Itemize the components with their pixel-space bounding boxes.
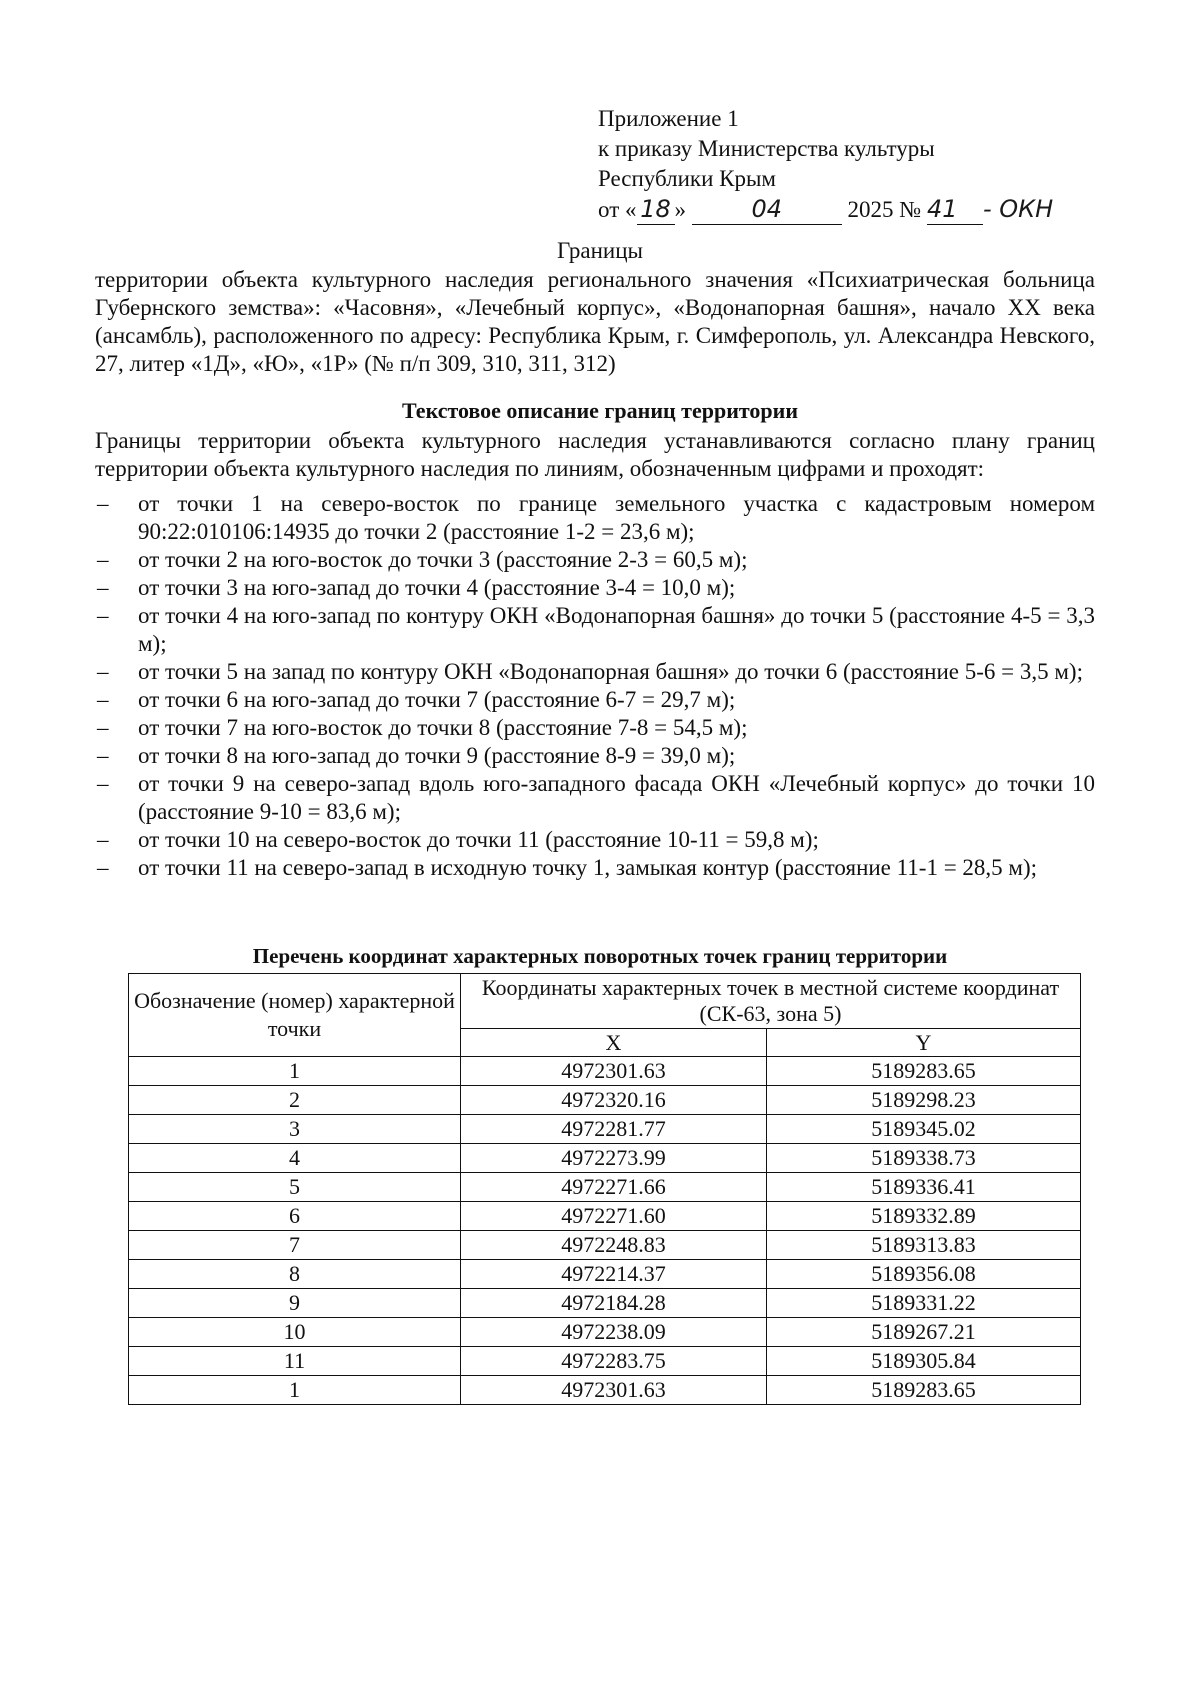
point-number: 7 <box>129 1231 461 1260</box>
coord-x: 4972271.66 <box>461 1173 767 1202</box>
appendix-line-1: Приложение 1 <box>598 106 739 131</box>
point-number: 5 <box>129 1173 461 1202</box>
table-row <box>129 1231 1081 1260</box>
list-item-text: от точки 6 на юго-запад до точки 7 (расстояние 6-7 = 29,7 м); <box>138 687 736 712</box>
handwritten-month: 04 <box>692 194 842 225</box>
date-mid: » <box>674 197 686 222</box>
document-title: Границы <box>557 238 643 263</box>
list-item <box>95 602 1095 658</box>
list-dash: – <box>97 715 109 740</box>
appendix-line-2: к приказу Министерства культуры <box>598 136 935 161</box>
coordinates-table <box>128 973 1081 1405</box>
list-dash: – <box>97 827 109 852</box>
coord-y: 5189331.22 <box>767 1289 1081 1318</box>
coord-x: 4972271.60 <box>461 1202 767 1231</box>
table-row <box>129 1202 1081 1231</box>
coord-y: 5189345.02 <box>767 1115 1081 1144</box>
list-dash: – <box>97 547 109 572</box>
appendix-header <box>598 104 1053 225</box>
list-item <box>95 574 1095 602</box>
handwritten-order-suffix: - ОКН <box>982 195 1054 223</box>
coord-y: 5189313.83 <box>767 1231 1081 1260</box>
coord-x: 4972301.63 <box>461 1057 767 1086</box>
table-row <box>129 1260 1081 1289</box>
coord-y: 5189338.73 <box>767 1144 1081 1173</box>
list-dash: – <box>97 855 109 880</box>
list-item <box>95 490 1095 546</box>
coord-y: 5189267.21 <box>767 1318 1081 1347</box>
coord-x: 4972320.16 <box>461 1086 767 1115</box>
list-item-text: от точки 10 на северо-восток до точки 11 (расстояние 10-11 = 59,8 м); <box>138 827 819 852</box>
list-item-text: от точки 9 на северо-запад вдоль юго-западного фасада ОКН «Лечебный корпус» до точки 10 (расстояние 9-10 = 83,6 м); <box>138 771 1095 824</box>
coord-x: 4972248.83 <box>461 1231 767 1260</box>
list-item-text: от точки 8 на юго-запад до точки 9 (расстояние 8-9 = 39,0 м); <box>138 743 736 768</box>
point-number: 4 <box>129 1144 461 1173</box>
table-row <box>129 1144 1081 1173</box>
coord-x: 4972184.28 <box>461 1289 767 1318</box>
list-dash: – <box>97 603 109 628</box>
coord-x: 4972238.09 <box>461 1318 767 1347</box>
table-row <box>129 1086 1081 1115</box>
table-row <box>129 1173 1081 1202</box>
point-number: 10 <box>129 1318 461 1347</box>
date-prefix: от « <box>598 197 637 222</box>
table-row <box>129 1376 1081 1405</box>
list-dash: – <box>97 743 109 768</box>
list-item <box>95 742 1095 770</box>
order-date-line <box>598 194 1053 225</box>
coord-y: 5189283.65 <box>767 1057 1081 1086</box>
list-item-text: от точки 7 на юго-восток до точки 8 (расстояние 7-8 = 54,5 м); <box>138 715 748 740</box>
point-number: 1 <box>129 1057 461 1086</box>
table-row <box>129 1115 1081 1144</box>
table-row <box>129 1318 1081 1347</box>
list-dash: – <box>97 687 109 712</box>
list-item <box>95 826 1095 854</box>
list-dash: – <box>97 659 109 684</box>
column-header-point: Обозначение (номер) характерной точки <box>129 974 461 1057</box>
handwritten-order-number: 41 <box>927 194 983 225</box>
column-header-coordinates: Координаты характерных точек в местной системе координат (СК-63, зона 5) <box>461 974 1081 1029</box>
point-number: 2 <box>129 1086 461 1115</box>
coord-y: 5189332.89 <box>767 1202 1081 1231</box>
coord-x: 4972301.63 <box>461 1376 767 1405</box>
handwritten-day: 18 <box>637 194 675 225</box>
list-item <box>95 658 1095 686</box>
coord-x: 4972214.37 <box>461 1260 767 1289</box>
list-item-text: от точки 4 на юго-запад по контуру ОКН «Водонапорная башня» до точки 5 (расстояние 4-5 = 3,3 м); <box>138 603 1095 656</box>
coord-x: 4972283.75 <box>461 1347 767 1376</box>
table-row <box>129 1057 1081 1086</box>
coordinates-heading: Перечень координат характерных поворотных точек границ территории <box>252 944 948 968</box>
date-year: 2025 № <box>847 197 922 222</box>
list-item-text: от точки 3 на юго-запад до точки 4 (расстояние 3-4 = 10,0 м); <box>138 575 736 600</box>
point-number: 3 <box>129 1115 461 1144</box>
list-dash: – <box>97 575 109 600</box>
boundary-description-list <box>95 490 1095 882</box>
table-row <box>129 1289 1081 1318</box>
coord-y: 5189298.23 <box>767 1086 1081 1115</box>
appendix-line-3: Республики Крым <box>598 166 776 191</box>
point-number: 11 <box>129 1347 461 1376</box>
coord-y: 5189356.08 <box>767 1260 1081 1289</box>
list-item <box>95 854 1095 882</box>
list-dash: – <box>97 491 109 516</box>
list-item <box>95 714 1095 742</box>
coord-x: 4972273.99 <box>461 1144 767 1173</box>
point-number: 8 <box>129 1260 461 1289</box>
list-item-text: от точки 5 на запад по контуру ОКН «Водонапорная башня» до точки 6 (расстояние 5-6 = 3,5 м); <box>138 659 1083 684</box>
point-number: 6 <box>129 1202 461 1231</box>
list-item <box>95 770 1095 826</box>
column-header-x: X <box>461 1029 767 1057</box>
coord-y: 5189283.65 <box>767 1376 1081 1405</box>
list-item-text: от точки 2 на юго-восток до точки 3 (расстояние 2-3 = 60,5 м); <box>138 547 748 572</box>
list-item <box>95 546 1095 574</box>
table-row <box>129 1347 1081 1376</box>
coord-y: 5189305.84 <box>767 1347 1081 1376</box>
column-header-y: Y <box>767 1029 1081 1057</box>
list-item-text: от точки 11 на северо-запад в исходную точку 1, замыкая контур (расстояние 11-1 = 28,5 м); <box>138 855 1038 880</box>
coord-y: 5189336.41 <box>767 1173 1081 1202</box>
list-dash: – <box>97 771 109 796</box>
list-item-text: от точки 1 на северо-восток по границе земельного участка с кадастровым номером 90:22:010106:14935 до точки 2 (расстояние 1-2 = 23,6 м); <box>138 491 1095 544</box>
description-intro: Границы территории объекта культурного наследия устанавливаются согласно плану границ территории объекта культурного наследия по линиям, обозначенным цифрами и проходят: <box>95 428 1095 481</box>
description-heading: Текстовое описание границ территории <box>401 398 799 423</box>
point-number: 9 <box>129 1289 461 1318</box>
document-subtitle: территории объекта культурного наследия регионального значения «Психиатрическая больница Губернского земства»: «Часовня», «Лечебный корпус», «Водонапорная башня», начало XX века (ансамбль), расположенного по адресу: Республика Крым, г. Симферополь, ул. Александра Невского, 27, литер «1Д», «Ю», «1Р» (№ п/п 309, 310, 311, 312) <box>95 267 1095 376</box>
coord-x: 4972281.77 <box>461 1115 767 1144</box>
list-item <box>95 686 1095 714</box>
point-number: 1 <box>129 1376 461 1405</box>
